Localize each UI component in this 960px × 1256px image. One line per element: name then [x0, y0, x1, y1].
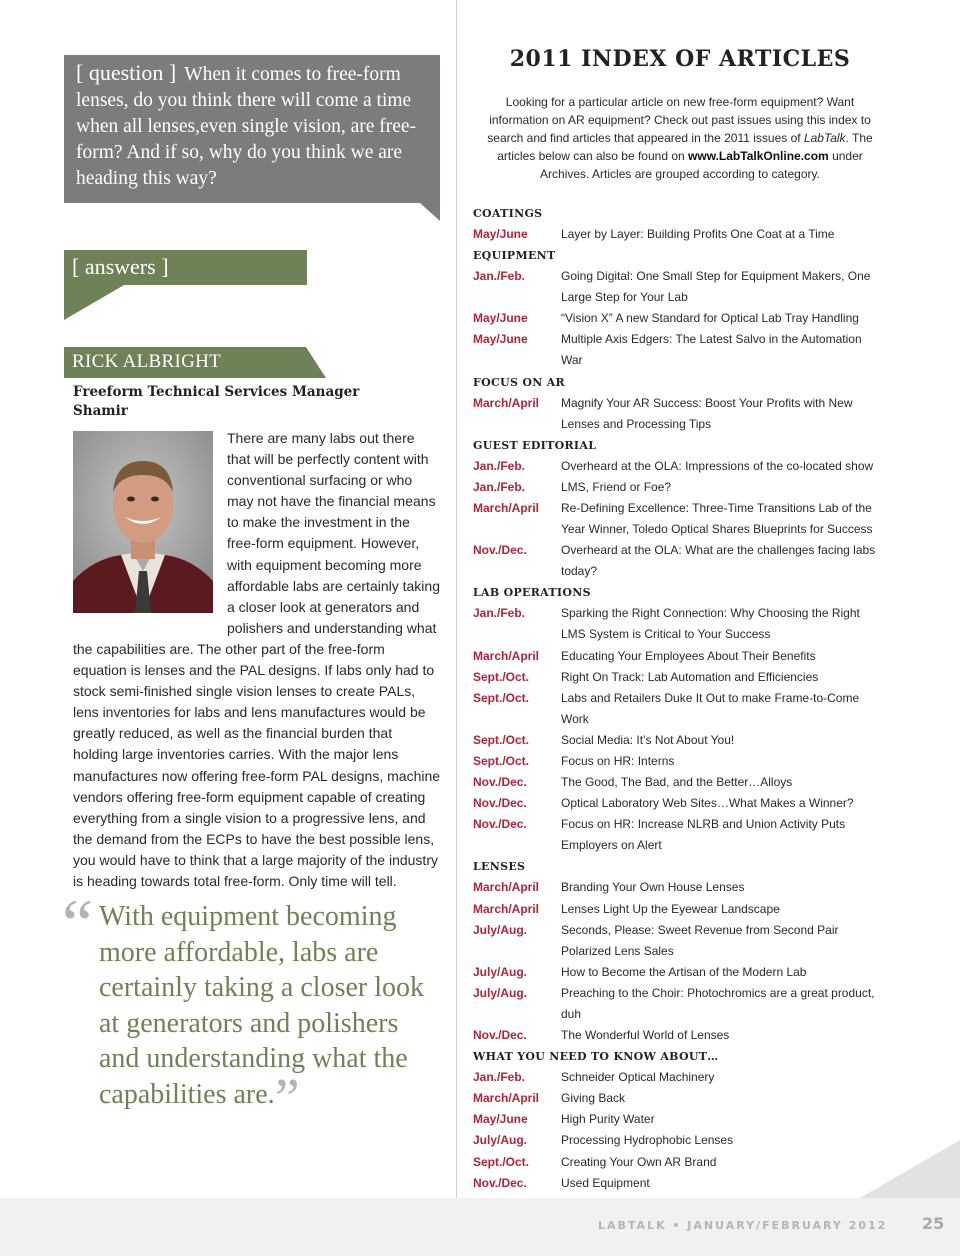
entry-title: LMS, Friend or Foe? — [561, 479, 672, 494]
open-quote-icon: “ — [62, 886, 94, 963]
entry-title: Sparking the Right Connection: Why Choosing the Right LMS System is Critical to Your Success — [561, 606, 860, 642]
index-entry — [473, 646, 883, 667]
index-entry — [473, 772, 883, 793]
respondent-company: Shamir — [73, 403, 128, 419]
entry-title: Giving Back — [561, 1091, 626, 1106]
index-entry — [473, 329, 883, 371]
respondent-name: RICK ALBRIGHT — [72, 351, 222, 372]
index-entry — [473, 540, 883, 582]
entry-issue: Jan./Feb. — [473, 479, 526, 494]
entry-title: Overheard at the OLA: What are the challenges facing labs today? — [561, 543, 876, 579]
entry-issue: March/April — [473, 500, 540, 515]
entry-title: Preaching to the Choir: Photochromics are a great product, duh — [561, 985, 875, 1021]
entry-issue: May/June — [473, 311, 528, 326]
intro-part-1: Looking for a particular article on new free-form equipment? Want information on AR equipment? Check out past issues using this index to search and find articles that appeared in the 2011 issues of — [487, 95, 871, 145]
category-heading: GUEST EDITORIAL — [473, 438, 597, 452]
entry-title: Used Equipment — [561, 1175, 650, 1190]
pull-quote — [99, 899, 444, 1130]
entry-title: Seconds, Please: Sweet Revenue from Second Pair Polarized Lens Sales — [561, 922, 839, 958]
index-entry — [473, 962, 883, 983]
index-entry — [473, 603, 883, 645]
category-heading: COATINGS — [473, 207, 543, 220]
question-text — [76, 60, 432, 192]
category-heading: LAB OPERATIONS — [473, 586, 591, 600]
intro-url-link[interactable]: www.LabTalkOnline.com — [688, 149, 829, 163]
answer-body — [73, 428, 441, 892]
answers-banner-tail — [64, 285, 124, 320]
entry-issue: July/Aug. — [473, 922, 528, 937]
index-entry — [473, 393, 883, 435]
photo-spacer — [73, 428, 227, 618]
entry-title: Social Media: It’s Not About You! — [561, 732, 735, 747]
entry-title: Educating Your Employees About Their Benefits — [561, 648, 816, 663]
entry-title: Layer by Layer: Building Profits One Coat at a Time — [561, 227, 835, 241]
entry-title: Going Digital: One Small Step for Equipment Makers, One Large Step for Your Lab — [561, 269, 871, 305]
intro-magazine-name: LabTalk — [803, 131, 846, 145]
footer-publication: LABTALK • JANUARY/FEBRUARY 2012 — [598, 1219, 888, 1232]
entry-title: Re-Defining Excellence: Three-Time Transitions Lab of the Year Winner, Toledo Optical Shares Blueprints for Success — [561, 500, 873, 537]
respondent-title: Freeform Technical Services Manager — [73, 384, 360, 400]
question-tag: [ question ] — [76, 60, 177, 85]
entry-issue: Nov./Dec. — [473, 796, 527, 811]
entry-issue: Nov./Dec. — [473, 543, 527, 558]
entry-title: Branding Your Own House Lenses — [561, 880, 745, 895]
close-quote-icon: ” — [274, 1067, 300, 1130]
entry-issue: Nov./Dec. — [473, 817, 527, 832]
article-index — [473, 203, 883, 1194]
index-entry — [473, 730, 883, 751]
entry-title: Creating Your Own AR Brand — [561, 1154, 717, 1169]
index-entry — [473, 899, 883, 920]
entry-title: Schneider Optical Machinery — [561, 1070, 715, 1085]
entry-issue: Sept./Oct. — [473, 1154, 530, 1169]
entry-issue: Sept./Oct. — [473, 669, 530, 684]
entry-title: Magnify Your AR Success: Boost Your Profits with New Lenses and Processing Tips — [561, 395, 853, 431]
entry-issue: March/April — [473, 901, 540, 916]
index-entry — [473, 1109, 883, 1130]
index-entry — [473, 308, 883, 329]
index-entry — [473, 814, 883, 856]
entry-issue: March/April — [473, 880, 540, 895]
index-entry — [473, 224, 883, 245]
entry-issue: March/April — [473, 1091, 540, 1106]
index-entry — [473, 1130, 883, 1151]
entry-title: Focus on HR: Interns — [561, 753, 675, 768]
entry-issue: May/June — [473, 1112, 528, 1127]
entry-title: Labs and Retailers Duke It Out to make Frame-to-Come Work — [561, 690, 860, 726]
answer-body-text: There are many labs out there that will be perfectly content with conventional surfacing or who may not have the financial means to make the investment in the free-form equipment. However, with equipment becoming more affordable labs are certainly taking a closer look at generators and polishers and understanding what the capabilities are. The other part of the free-form equation is lenses and the PAL designs. If labs only had to stock semi-finished single vision lenses to create PALs, lens inventories for labs and lens manufactures would be greatly reduced, as well as the financial burden that holding large inventories carries. With the major lens manufactures now offering free-form PAL designs, machine vendors offering free-form equipment capable of creating everything from a single vision to a progressive lens, and the demand from the ECPs to have the best possible lens, you would have to think that a large majority of the industry is heading towards total free-form. Only time will tell. — [73, 430, 441, 889]
index-entry — [473, 1067, 883, 1088]
entry-issue: Jan./Feb. — [473, 606, 526, 621]
entry-issue: May/June — [473, 227, 528, 241]
intro-part-3: under Archives. Articles are grouped according to category. — [540, 149, 863, 181]
entry-issue: Nov./Dec. — [473, 775, 527, 790]
column-divider — [456, 0, 457, 1200]
index-entry — [473, 1173, 883, 1194]
entry-title: High Purity Water — [561, 1112, 655, 1127]
entry-title: The Wonderful World of Lenses — [561, 1028, 730, 1043]
index-title: 2011 INDEX OF ARTICLES — [509, 46, 851, 72]
entry-issue: Jan./Feb. — [473, 458, 526, 473]
index-entry — [473, 1088, 883, 1109]
intro-part-2: . The articles below can also be found on — [497, 131, 873, 163]
index-entry — [473, 751, 883, 772]
footer-angle-shape — [860, 1140, 960, 1198]
question-box-tail — [420, 203, 440, 221]
pull-quote-text: With equipment becoming more affordable, labs are certainly taking a closer look at generators and polishers and understanding what the capabilities are. — [99, 901, 424, 1110]
entry-issue: Jan./Feb. — [473, 269, 526, 284]
entry-issue: Sept./Oct. — [473, 690, 530, 705]
entry-issue: July/Aug. — [473, 1133, 528, 1148]
index-entry — [473, 793, 883, 814]
index-entry — [473, 1025, 883, 1046]
entry-title: Overheard at the OLA: Impressions of the co-located show — [561, 458, 874, 473]
index-entry — [473, 920, 883, 962]
entry-issue: July/Aug. — [473, 964, 528, 979]
index-entry — [473, 498, 883, 540]
category-heading: FOCUS ON AR — [473, 375, 565, 389]
entry-title: How to Become the Artisan of the Modern Lab — [561, 964, 807, 979]
category-heading: LENSES — [473, 860, 526, 874]
entry-issue: March/April — [473, 395, 540, 410]
index-entry — [473, 266, 883, 308]
entry-issue: Nov./Dec. — [473, 1175, 527, 1190]
entry-issue: May/June — [473, 332, 528, 347]
index-entry — [473, 477, 883, 498]
respondent-role — [73, 383, 359, 421]
entry-title: Multiple Axis Edgers: The Latest Salvo in the Automation War — [561, 332, 862, 368]
index-entry — [473, 667, 883, 688]
page-number: 25 — [922, 1214, 945, 1233]
answers-tag: [ answers ] — [72, 254, 169, 279]
entry-issue: Nov./Dec. — [473, 1028, 527, 1043]
index-entry — [473, 456, 883, 477]
index-entry — [473, 1152, 883, 1173]
respondent-name-banner-cut — [306, 347, 326, 378]
index-intro — [478, 93, 882, 183]
entry-issue: Sept./Oct. — [473, 753, 530, 768]
entry-issue: Jan./Feb. — [473, 1070, 526, 1085]
category-heading: WHAT YOU NEED TO KNOW ABOUT… — [473, 1050, 719, 1064]
entry-issue: March/April — [473, 648, 540, 663]
index-entry — [473, 688, 883, 730]
entry-title: Right On Track: Lab Automation and Efficiencies — [561, 669, 819, 684]
category-heading: EQUIPMENT — [473, 249, 556, 263]
entry-title: Optical Laboratory Web Sites…What Makes a Winner? — [561, 796, 854, 811]
entry-issue: Sept./Oct. — [473, 732, 530, 747]
index-entry — [473, 877, 883, 898]
entry-title: Focus on HR: Increase NLRB and Union Activity Puts Employers on Alert — [561, 817, 846, 853]
entry-issue: July/Aug. — [473, 985, 528, 1000]
entry-title: Lenses Light Up the Eyewear Landscape — [561, 901, 780, 916]
entry-title: The Good, The Bad, and the Better…Alloys — [561, 775, 793, 790]
entry-title: Processing Hydrophobic Lenses — [561, 1133, 734, 1148]
index-entry — [473, 983, 883, 1025]
question-body: When it comes to free-form lenses, do you think there will come a time when all lenses,even single vision, are free-form? And if so, why do you think we are heading this way? — [76, 64, 417, 189]
entry-title: “Vision X” A new Standard for Optical Lab Tray Handling — [561, 311, 859, 326]
